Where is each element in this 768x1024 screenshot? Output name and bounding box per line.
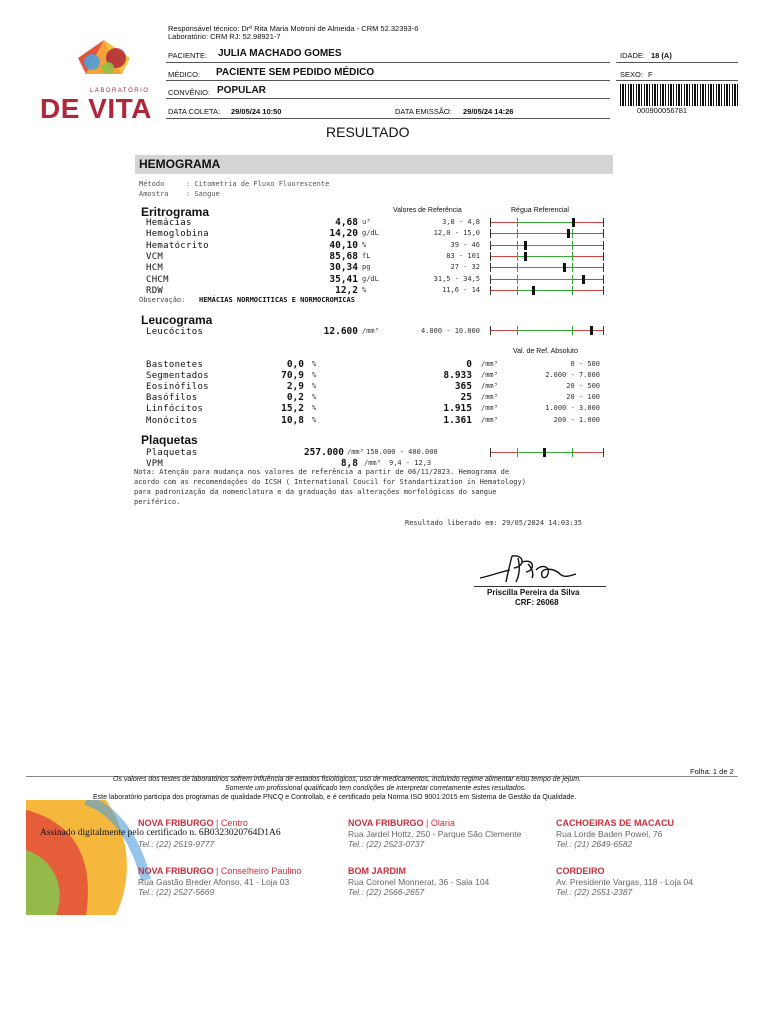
divider [166,62,610,63]
differential-row-ref: 200 - 1.000 [553,415,600,424]
differential-row-absolute: 25 [460,392,472,404]
differential-row-absolute: 0 [466,359,472,370]
ruler-end-tick [603,275,604,284]
signer-crf: CRF: 26068 [515,598,559,607]
note-line-4: periférico. [134,498,181,506]
differential-row-absolute: 1.361 [443,414,472,426]
differential-row-percent-unit: % [312,371,317,380]
ruler-low-zone [490,233,517,234]
ruler-result-marker [563,263,566,272]
differential-row-absolute-unit: /mm³ [481,404,498,413]
divider [166,98,610,99]
erythrogram-row-ref: 11,6 - 14 [442,285,480,294]
emission-date: 29/05/24 14:26 [463,107,514,116]
location-city [556,818,674,828]
ruler-result-marker [543,448,546,457]
differential-row-percent: 70,9 [281,370,304,382]
differential-row-absolute-unit: /mm³ [481,382,498,391]
erythrogram-row-ruler [490,286,604,295]
ruler-start-tick [490,286,491,295]
banner-decoration-icon [26,800,156,915]
ruler-end-tick [603,229,604,238]
note-line-1: Nota: Atenção para mudança nos valores de referência a partir de 06/11/2023. Hemograma de [134,468,510,476]
note-line-3: para padronização da nomenclatura e da graduação das alterações morfológicas do sangue [134,488,497,496]
differential-row-percent-unit: % [312,360,317,368]
age-label: IDADE: [620,51,646,60]
differential-row-percent: 0,0 [286,359,304,370]
barcode-number: 000900056781 [637,106,688,115]
location-city-name: BOM JARDIM [348,866,406,876]
location-city-name: CORDEIRO [556,866,605,876]
location-city-name: NOVA FRIBURGO [138,866,214,876]
erythrogram-row-unit: pg [362,263,371,272]
ruler-low-zone [490,245,517,246]
ruler-end-tick [603,218,604,227]
ruler-result-marker [567,229,570,238]
ruler-start-tick [490,229,491,238]
responsible-tech: Responsável técnico: Drª Rita Maria Motroni de Almeida - CRM 52.32393-6 [168,24,419,33]
platelets-value: 257.000 [303,447,344,458]
erythrogram-row-ref: 3,8 - 4,8 [442,218,480,226]
ruler-low-zone [490,330,517,331]
ruler-result-marker [572,218,575,227]
ruler-result-marker [524,241,527,250]
differential-row-ref: 2.000 - 7.800 [545,371,600,380]
signature-image [470,548,610,588]
erythrogram-row-unit: fL [362,251,371,260]
signer-name: Priscilla Pereira da Silva [487,588,580,597]
differential-row-percent: 15,2 [281,403,304,415]
erythrogram-row-label: RDW [146,285,164,296]
erythrogram-row-unit: % [362,285,367,294]
erythrogram-row-ruler [490,263,604,272]
lab-logo [38,38,168,124]
leukocytes-value: 12.600 [323,326,358,337]
sex-value: F [648,70,653,79]
ruler-start-tick [490,275,491,284]
ruler-normal-zone [517,279,572,280]
ruler-start-tick [490,263,491,272]
observation-label: Observação: [139,296,186,304]
ruler-max-tick [572,448,573,457]
ruler-high-zone [572,267,604,268]
sample-value: : Sangue [186,190,220,198]
erythrogram-row-label: VCM [146,251,164,262]
sample-label: Amostra [139,190,169,198]
location-city [348,866,406,876]
ruler-result-marker [524,252,527,261]
leukocytes-ref: 4.000 - 10.000 [420,327,480,335]
ref-values-header: Valores de Referência [393,207,462,214]
differential-row-absolute-unit: /mm³ [481,360,498,368]
ruler-result-marker [532,286,535,295]
abs-ref-header: Val. de Ref. Absoluto [513,348,578,355]
vpm-ref: 9,4 - 12,3 [389,459,432,467]
erythrogram-title: Eritrograma [141,205,210,219]
differential-row-ref: 20 - 100 [566,393,600,402]
location-city-name: CACHOEIRAS DE MACACU [556,818,675,828]
method-label: Método [139,180,165,188]
ruler-low-zone [490,222,517,223]
ruler-end-tick [603,241,604,250]
disclaimer-1: Os valores dos testes de laboratórios sofrem influência de estados fisiológicos, uso de medicamentos, incluindo regime alimentar e/ou tempo de jejum. [113,776,582,783]
differential-row-label: Linfócitos [146,404,204,415]
differential-row-absolute-unit: /mm³ [481,371,498,380]
age-value: 18 (A) [651,51,672,60]
ruler-start-tick [490,252,491,261]
vpm-value: 8,8 [340,458,358,469]
plan-label: CONVÊNIO: [168,88,211,97]
method-value: : Citometria de Fluxo Fluorescente [186,180,330,188]
differential-row-percent: 0,2 [286,392,304,404]
erythrogram-row-value: 12,2 [335,284,358,296]
note-line-2: acordo com as recomendações do ICSH ( International Coucil for Standartization in Hematology) [134,478,526,486]
platelets-ref: 150.000 - 400.000 [366,448,438,456]
vpm-unit: /mm³ [364,459,381,467]
erythrogram-row-value: 40,10 [329,239,358,251]
differential-row-absolute: 8.933 [443,370,472,382]
differential-row-ref: 1.000 - 3.000 [545,404,600,413]
observation-value: HEMÁCIAS NORMOCITICAS E NORMOCROMICAS [199,296,355,304]
quality-statement: Este laboratório participa dos programas de qualidade PNCQ e Controllab, e é certificado pela Norma ISO 9001:2015 em Sistema de Gestão da Qualidade. [93,794,577,801]
ruler-high-zone [572,233,604,234]
differential-row-absolute-unit: /mm³ [481,393,498,402]
ruler-min-tick [517,263,518,272]
logo-emblem-icon [38,38,168,88]
erythrogram-row-unit: g/dL [362,274,379,283]
ruler-max-tick [572,326,573,335]
differential-row-absolute: 365 [454,381,472,393]
collect-label: DATA COLETA: [168,107,221,116]
ruler-high-zone [572,222,604,223]
differential-row-percent-unit: % [312,382,317,391]
erythrogram-row-label: Hematócrito [146,240,209,251]
leukocytes-ruler [490,326,604,335]
erythrogram-row-ref: 39 - 46 [450,240,480,249]
erythrogram-row-label: HCM [146,263,164,274]
ruler-normal-zone [517,290,572,291]
erythrogram-row-label: Hemoglobina [146,229,209,240]
differential-row-percent-unit: % [312,393,317,402]
digital-signature: Assinado digitalmente pelo certificado n. 6B0323020764D1A6 [40,828,281,838]
erythrogram-row-unit: % [362,240,367,249]
ruler-end-tick [603,263,604,272]
ruler-start-tick [490,326,491,335]
erythrogram-row-unit: u³ [362,218,371,226]
doctor-label: MÉDICO: [168,70,201,79]
erythrogram-row-ruler [490,275,604,284]
ruler-start-tick [490,241,491,250]
differential-row-absolute: 1.915 [443,403,472,415]
locations-banner [26,800,736,915]
divider [166,80,610,81]
ruler-start-tick [490,448,491,457]
location-phone: Tel.: (22) 2566-2657 [348,887,425,897]
divider [616,62,738,63]
ruler-high-zone [572,245,604,246]
erythrogram-row-label: Hemácias [146,218,192,228]
differential-row-percent: 2,9 [286,381,304,393]
location-phone: Tel.: (22) 2551-2387 [556,887,633,897]
ruler-high-zone [572,290,604,291]
erythrogram-row-ruler [490,229,604,238]
erythrogram-row-value: 30,34 [329,262,358,274]
erythrogram-row-ref: 12,0 - 15,0 [433,229,480,238]
ruler-max-tick [572,263,573,272]
erythrogram-row-ref: 27 - 32 [450,263,480,272]
ruler-min-tick [517,241,518,250]
differential-row-percent: 10,8 [281,414,304,426]
ruler-min-tick [517,229,518,238]
ruler-min-tick [517,448,518,457]
location-phone: Tel.: (21) 2649-6582 [556,839,633,849]
location-address: Rua Gastão Breder Afonso, 41 - Loja 03 [138,877,290,887]
erythrogram-row-ruler [490,241,604,250]
ruler-min-tick [517,275,518,284]
ruler-max-tick [572,252,573,261]
differential-row-ref: 20 - 500 [566,382,600,391]
platelets-ruler [490,448,604,457]
differential-row-percent-unit: % [312,415,317,424]
lab-crm: Laboratório: CRM RJ: 52.98921-7 [168,32,281,41]
leukogram-title: Leucograma [141,313,213,327]
erythrogram-row-value: 35,41 [329,273,358,285]
erythrogram-row-value: 14,20 [329,228,358,240]
erythrogram-row-ref: 83 - 101 [446,251,480,260]
ruler-high-zone [572,330,604,331]
ruler-high-zone [572,452,604,453]
location-district: | Centro [216,818,248,828]
ruler-max-tick [572,286,573,295]
ruler-high-zone [572,256,604,257]
location-district: | Olaria [426,818,455,828]
location-address: Av. Presidente Vargas, 118 - Loja 04 [556,877,693,887]
doctor-name: PACIENTE SEM PEDIDO MÉDICO [216,67,375,78]
ruler-end-tick [603,252,604,261]
ruler-normal-zone [517,222,572,223]
erythrogram-row-value: 85,68 [329,250,358,262]
location-phone: Tel.: (22) 2523-0737 [348,839,425,849]
differential-row-ref: 0 - 500 [570,360,600,368]
exam-title: HEMOGRAMA [139,157,221,171]
ruler-max-tick [572,229,573,238]
erythrogram-row-label: CHCM [146,274,169,285]
location-address: Rua Jardel Hottz, 250 - Parque São Clemente [348,829,522,839]
ruler-normal-zone [517,233,572,234]
ruler-start-tick [490,218,491,227]
collect-date: 29/05/24 10:50 [231,107,282,116]
platelets-label: Plaquetas [146,448,198,458]
ruler-low-zone [490,267,517,268]
ruler-min-tick [517,286,518,295]
ruler-min-tick [517,252,518,261]
ruler-max-tick [572,275,573,284]
erythrogram-row-ref: 31,5 - 34,5 [433,274,480,283]
page-title: RESULTADO [326,124,410,140]
sex-label: SEXO: [620,70,643,79]
logo-main-text: DE VITA [40,93,152,124]
ruler-high-zone [572,279,604,280]
ruler-header: Régua Referencial [511,207,569,214]
ruler-low-zone [490,256,517,257]
differential-row-label: Monócitos [146,415,198,426]
erythrogram-row-ruler [490,218,604,227]
location-address: Rua Lorde Baden Powel, 76 [556,829,663,839]
location-city [138,818,248,828]
ruler-min-tick [517,218,518,227]
location-address: Rua Coronel Monnerat, 36 - Sala 104 [348,877,490,887]
erythrogram-row-ruler [490,252,604,261]
ruler-end-tick [603,286,604,295]
platelets-unit: /mm³ [347,448,364,456]
ruler-low-zone [490,290,517,291]
ruler-normal-zone [517,330,572,331]
logo-top-text: LABORATÓRIO [90,88,150,94]
ruler-result-marker [582,275,585,284]
ruler-low-zone [490,279,517,280]
differential-row-absolute-unit: /mm³ [481,415,498,424]
barcode [620,84,740,106]
erythrogram-row-value: 4,68 [335,217,358,228]
location-city [556,866,605,876]
vpm-label: VPM [146,459,164,469]
ruler-max-tick [572,241,573,250]
emission-label: DATA EMISSÃO: [395,107,452,116]
signature-line [474,586,606,587]
plan-value: POPULAR [217,85,266,96]
ruler-end-tick [603,448,604,457]
page-number: Folha: 1 de 2 [690,767,734,776]
location-city-name: NOVA FRIBURGO [138,818,214,828]
ruler-result-marker [590,326,593,335]
patient-name: JULIA MACHADO GOMES [218,48,342,59]
location-phone: Tel.: (22) 2519-9777 [138,839,215,849]
differential-row-percent-unit: % [312,404,317,413]
leukocytes-unit: /mm³ [362,327,379,335]
divider [616,80,738,81]
divider [166,118,610,119]
differential-row-label: Segmentados [146,371,209,382]
location-city-name: NOVA FRIBURGO [348,818,424,828]
ruler-end-tick [603,326,604,335]
platelets-title: Plaquetas [141,433,198,447]
disclaimer-2: Somente um profissional qualificado tem condições de interpretar corretamente estes resultados. [225,785,527,792]
released-timestamp: Resultado liberado em: 29/05/2024 14:03:35 [405,519,583,527]
differential-row-label: Eosinófilos [146,382,209,393]
differential-row-label: Basófilos [146,393,198,404]
ruler-min-tick [517,326,518,335]
ruler-low-zone [490,452,517,453]
patient-label: PACIENTE: [168,51,208,60]
erythrogram-row-unit: g/dL [362,229,379,238]
location-district: | Conselheiro Paulino [216,866,302,876]
location-city [348,818,455,828]
location-city [138,866,301,876]
leukocytes-label: Leucócitos [146,327,204,337]
differential-row-label: Bastonetes [146,360,204,370]
location-phone: Tel.: (22) 2527-5669 [138,887,215,897]
